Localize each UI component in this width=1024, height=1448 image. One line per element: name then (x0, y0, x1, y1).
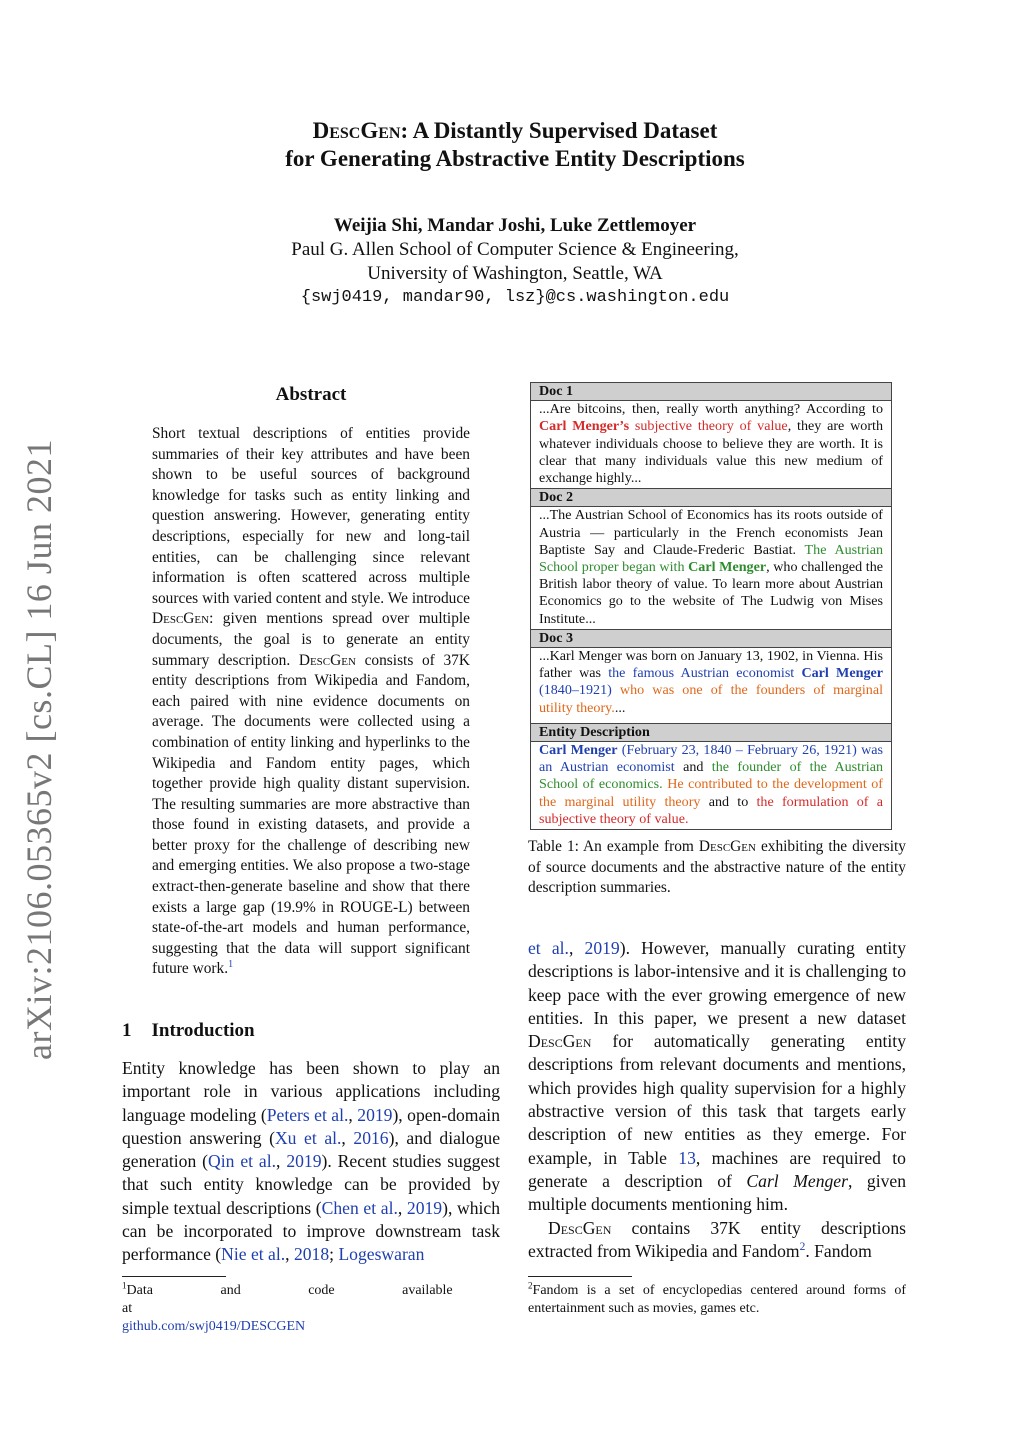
intro-text: , (285, 1244, 294, 1265)
author-names: Weijia Shi, Mandar Joshi, Luke Zettlemoyer (333, 215, 697, 236)
title-line1: : A Distantly Supervised Dataset (400, 118, 718, 143)
entity-mention: Carl Menger’s (539, 418, 630, 435)
citation-link[interactable]: Xu et al. (274, 1127, 342, 1148)
citation-link[interactable]: Qin et al. (208, 1151, 277, 1172)
footnote-rule (122, 1276, 226, 1277)
doc1-header: Doc 1 (531, 383, 891, 401)
highlight-blue: the famous Austrian economist (608, 665, 795, 682)
citation-year-link[interactable]: 2019 (357, 1104, 393, 1125)
doc3-header: Doc 3 (531, 630, 891, 648)
footnote-1-line (122, 1282, 500, 1318)
title-line2: for Generating Abstractive Entity Descriptions (285, 146, 745, 171)
doc2-header: Doc 2 (531, 489, 891, 507)
intro-text: ), and dialogue generation ( (122, 1127, 500, 1172)
section-heading-introduction (122, 1020, 255, 1042)
example-table (530, 382, 892, 830)
right-paragraph-2: DescGen contains 37K entity descriptions extracted from Wikipedia and Fandom$^2$. Fandom (528, 1217, 906, 1261)
section-number: 1 (122, 1020, 132, 1041)
caption-dataset-name: DescGen (698, 838, 756, 855)
intro-text: , (276, 1151, 287, 1172)
doc2-text: ...The Austrian School of Economics has its roots outside of Austria — particularly in the French economists Jean Baptiste Say and Claude-Frederic Bastiat. The Austrian School proper began with Carl Menger, who challenged the British labor theory of value. To learn more about Austrian Economics go to the website of The Ludwig von Mises Institute... (531, 507, 891, 629)
doc1-text: ...Are bitcoins, then, really worth anything? According to Carl Menger’s subjective theory of value, they are worth whatever individuals choose to believe they are worth. It is clear that many individuals value this new medium of exchange highly... (531, 401, 891, 489)
footnote-1-label: Data and code available at (122, 1283, 453, 1316)
right-paragraph-1: et al., 2019). However, manually curating entity descriptions is labor-intensive and it is challenging to keep pace with the ever growing emergence of new entities. In this paper, we present a new dataset DescGen for automatically generating entity descriptions from relevant documents and mentions, which provides high quality supervision for a highly abstractive version of this task that targets early description of new entities as they emerge. For example, in Table 13, machines are required to generate a description of Carl Menger, given multiple documents mentioning him. (528, 938, 906, 1215)
footnote-2 (528, 1282, 906, 1318)
entity-mention: Carl Menger (688, 559, 767, 576)
citation-link[interactable]: Chen et al. (321, 1197, 398, 1218)
intro-text: ). Recent studies suggest that such entity knowledge can be provided by simple textual descriptions ( (122, 1151, 500, 1218)
citation-year-link[interactable]: 2019 (286, 1151, 322, 1172)
right-column-body (528, 937, 906, 1263)
abstract-text: Short textual descriptions of entities provide summaries of their key attributes and have been shown to be useful sources of background knowledge for tasks such as entity linking and question answering. However, generating entity descriptions, especially for new and long-tail entities, can be challenging since relevant information is often scattered across multiple sources with varied content and style. We introduce (152, 425, 470, 607)
abstract-body (152, 424, 470, 980)
table-reference-link[interactable]: 13 (678, 1147, 696, 1168)
intro-text: Entity knowledge has been shown to play an important role in various applications including language modeling ( (122, 1058, 500, 1125)
intro-text: , (348, 1104, 358, 1125)
doc3-text: ...Karl Menger was born on January 13, 1902, in Vienna. His father was the famous Austrian economist Carl Menger (1840–1921) who was one of the founders of marginal utility theory.... (539, 648, 884, 716)
intro-text: ), which can be incorporated to improve downstream task performance ( (122, 1197, 500, 1265)
highlight-orange: He contributed to the development of the marginal utility theory (539, 776, 884, 810)
highlight-red: subjective theory of value (634, 418, 788, 435)
footnote-1-mark: 1 (122, 1280, 127, 1291)
highlight-green: The Austrian School proper began with (539, 541, 883, 576)
footnote-marker[interactable]: 1 (228, 959, 234, 971)
abstract-text: consists of 37K entity descriptions from Wikipedia and Fandom, each paired with nine evidence documents on average. The documents were collected using a combination of entity linking and hyperlinks to the Wikipedia and Fandom entity pages, which together provide high quality distant supervision. The resulting summaries are more abstractive than those found in existing datasets, and provide a better proxy for the challenge of describing new and emerging entities. We also propose a two-stage extract-then-generate baseline and show that there exists a large gap (19.9% in ROUGE-L) between state-of-the-art models and human performance, suggesting that the data will support significant future work. (152, 651, 470, 978)
footnote-2-mark: 2 (528, 1280, 533, 1291)
intro-text: ), open-domain question answering ( (122, 1104, 500, 1148)
citation-link[interactable]: et al. (528, 938, 569, 958)
footnote-1-text (122, 1282, 500, 1318)
highlight-red: the formulation of a subjective theory of value. (539, 793, 883, 827)
citation-year-link[interactable]: 2019 (584, 938, 620, 958)
italic-entity: Carl Menger (746, 1170, 848, 1191)
citation-link[interactable]: Nie et al. (221, 1244, 286, 1265)
paper-title (200, 117, 830, 173)
entity-description-text: Carl Menger (February 23, 1840 – February 26, 1921) was an Austrian economist and the founder of the Austrian School of economics. He contributed to the development of the marginal utility theory and to the formulation of a subjective theory of value. (539, 742, 884, 827)
abstract-heading: Abstract (275, 384, 347, 405)
citation-year-link[interactable]: 2016 (353, 1127, 389, 1148)
citation-link[interactable]: Peters et al. (266, 1104, 349, 1125)
citation-year-link[interactable]: 2018 (293, 1244, 330, 1265)
footnote-marker[interactable]: 2 (799, 1241, 806, 1253)
author-emails: {swj0419, mandar90, lsz}@cs.washington.edu (300, 288, 730, 307)
title-dataset-name: DescGen (312, 118, 401, 143)
table-caption: Table 1: An example from DescGen exhibiting the diversity of source documents and the abstractive nature of the entity description summaries. (528, 838, 906, 897)
intro-text: , (341, 1127, 354, 1148)
footnote-2-text: Fandom is a set of encyclopedias centered around forms of entertainment such as movies, games etc. (528, 1283, 906, 1316)
section-title: Introduction (151, 1020, 255, 1041)
author-block (200, 214, 830, 310)
introduction-body (122, 1057, 500, 1267)
dataset-name: DescGen (548, 1217, 612, 1238)
affiliation-line1: Paul G. Allen School of Computer Science & Engineering, (291, 239, 739, 260)
citation-link[interactable]: Logeswaran (338, 1244, 425, 1265)
intro-text: , (397, 1197, 407, 1218)
arxiv-identifier: arXiv:2106.05365v2 [cs.CL] 16 Jun 2021 (19, 439, 59, 1060)
entity-mention: Carl Menger (801, 665, 884, 682)
citation-year-link[interactable]: 2019 (406, 1197, 443, 1218)
highlight-orange: who was one of the founders of marginal utility theory. (539, 682, 883, 716)
abstract-dataset-name: DescGen (152, 610, 210, 628)
footnote-rule (528, 1276, 632, 1277)
footnote-1 (122, 1282, 500, 1336)
entity-mention: Carl Menger (539, 742, 618, 759)
affiliation-line2: University of Washington, Seattle, WA (367, 263, 663, 284)
entity-description-header: Entity Description (531, 723, 891, 742)
intro-text: ; (329, 1244, 339, 1265)
dataset-name: DescGen (528, 1031, 592, 1052)
abstract-dataset-name: DescGen (298, 651, 356, 669)
github-link[interactable]: github.com/swj0419/DESCGEN (122, 1319, 306, 1334)
abstract-text: : given mentions spread over multiple documents, the goal is to generate an entity summary description. (152, 610, 470, 669)
highlight-green: the founder of the Austrian School of economics. (539, 759, 883, 793)
